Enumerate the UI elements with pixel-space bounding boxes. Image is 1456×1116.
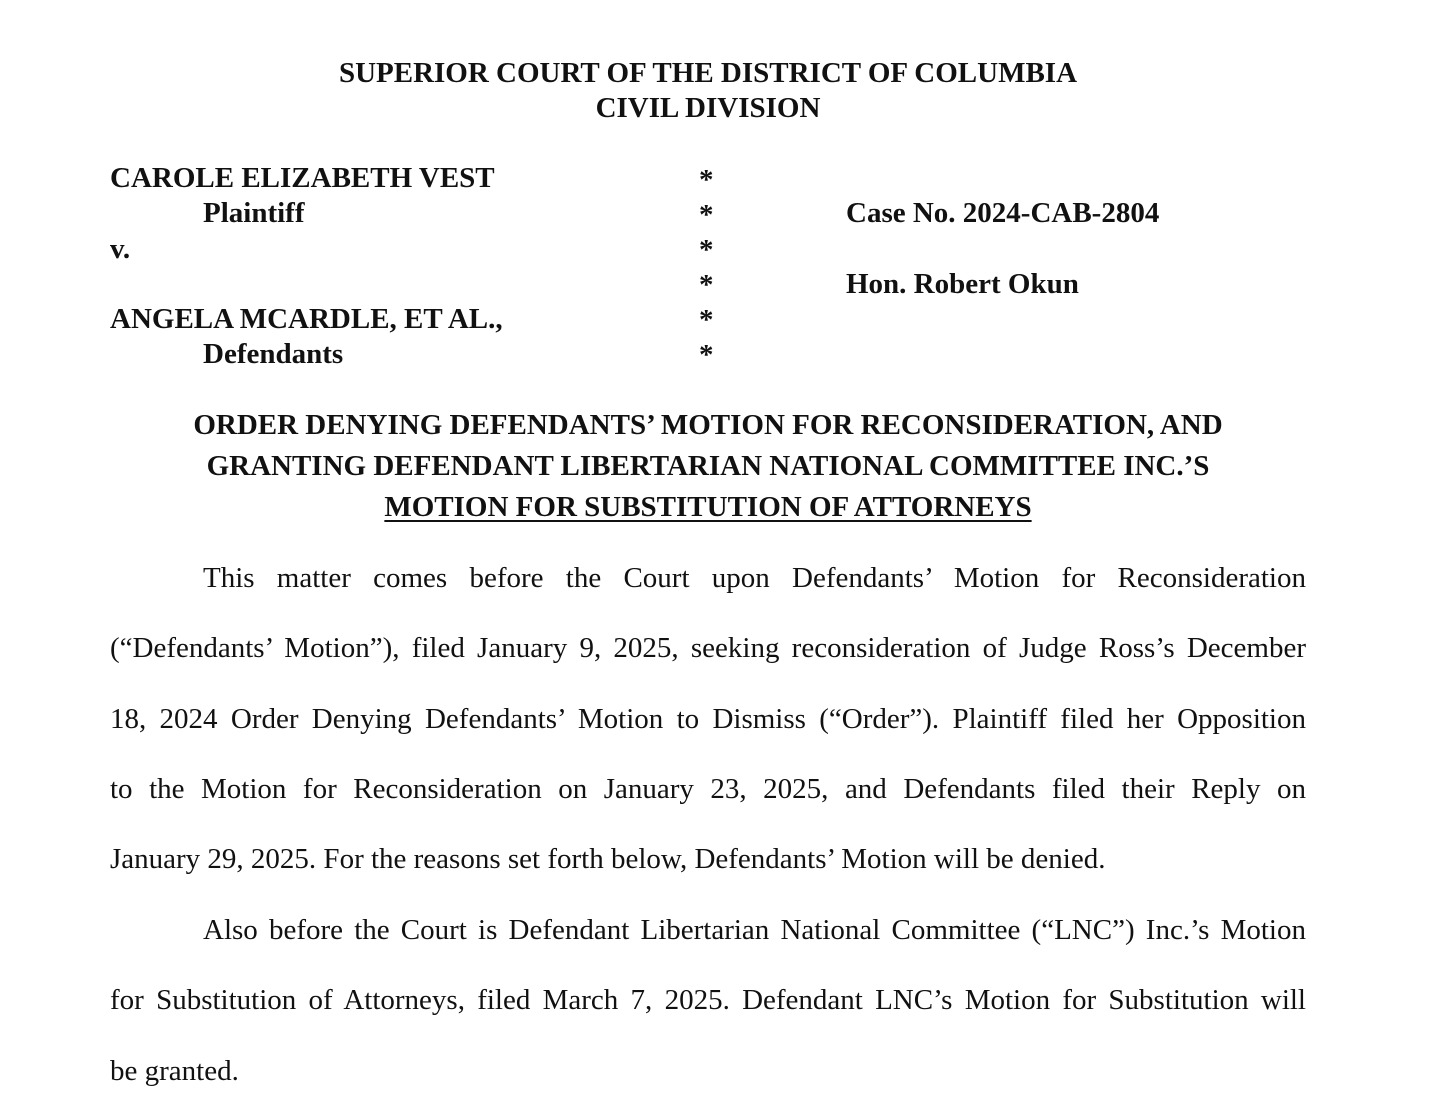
defendant-name: ANGELA MCARDLE, ET AL., [110, 303, 503, 335]
paragraph-line: January 29, 2025. For the reasons set forth below, Defendants’ Motion will be denied. [110, 843, 1106, 875]
court-division: CIVIL DIVISION [595, 92, 821, 124]
case-number: Case No. 2024-CAB-2804 [846, 197, 1160, 229]
caption-separator: * [699, 234, 714, 266]
caption-separator: * [699, 269, 714, 301]
order-title-line-underlined [0, 487, 1416, 528]
caption-separator: * [699, 304, 714, 336]
paragraph-line: for Substitution of Attorneys, filed March 7, 2025. Defendant LNC’s Motion for Substitution will [110, 984, 1306, 1016]
paragraph-line: be granted. [110, 1055, 239, 1087]
paragraph-line: 18, 2024 Order Denying Defendants’ Motion to Dismiss (“Order”). Plaintiff filed her Opposition [110, 703, 1306, 735]
order-title-line: GRANTING DEFENDANT LIBERTARIAN NATIONAL COMMITTEE INC.’S [206, 450, 1210, 482]
order-title-line: ORDER DENYING DEFENDANTS’ MOTION FOR RECONSIDERATION, AND [193, 409, 1223, 441]
court-name: SUPERIOR COURT OF THE DISTRICT OF COLUMBIA [338, 57, 1078, 89]
paragraph-line: This matter comes before the Court upon Defendants’ Motion for Reconsideration [203, 562, 1306, 594]
caption-separator: * [699, 164, 714, 196]
defendant-role: Defendants [203, 338, 344, 370]
order-title-underlined-text: MOTION FOR SUBSTITUTION OF ATTORNEYS [384, 491, 1032, 523]
caption-separator: * [699, 199, 714, 231]
judge-name: Hon. Robert Okun [846, 268, 1079, 300]
caption-separator: * [699, 339, 714, 371]
paragraph-line: to the Motion for Reconsideration on January 23, 2025, and Defendants filed their Reply on [110, 773, 1306, 805]
paragraph-line: Also before the Court is Defendant Libertarian National Committee (“LNC”) Inc.’s Motion [203, 914, 1306, 946]
plaintiff-name: CAROLE ELIZABETH VEST [110, 162, 495, 194]
plaintiff-role: Plaintiff [203, 197, 305, 229]
paragraph-line: (“Defendants’ Motion”), filed January 9, 2025, seeking reconsideration of Judge Ross’s December [110, 632, 1306, 664]
versus-label: v. [110, 233, 131, 265]
